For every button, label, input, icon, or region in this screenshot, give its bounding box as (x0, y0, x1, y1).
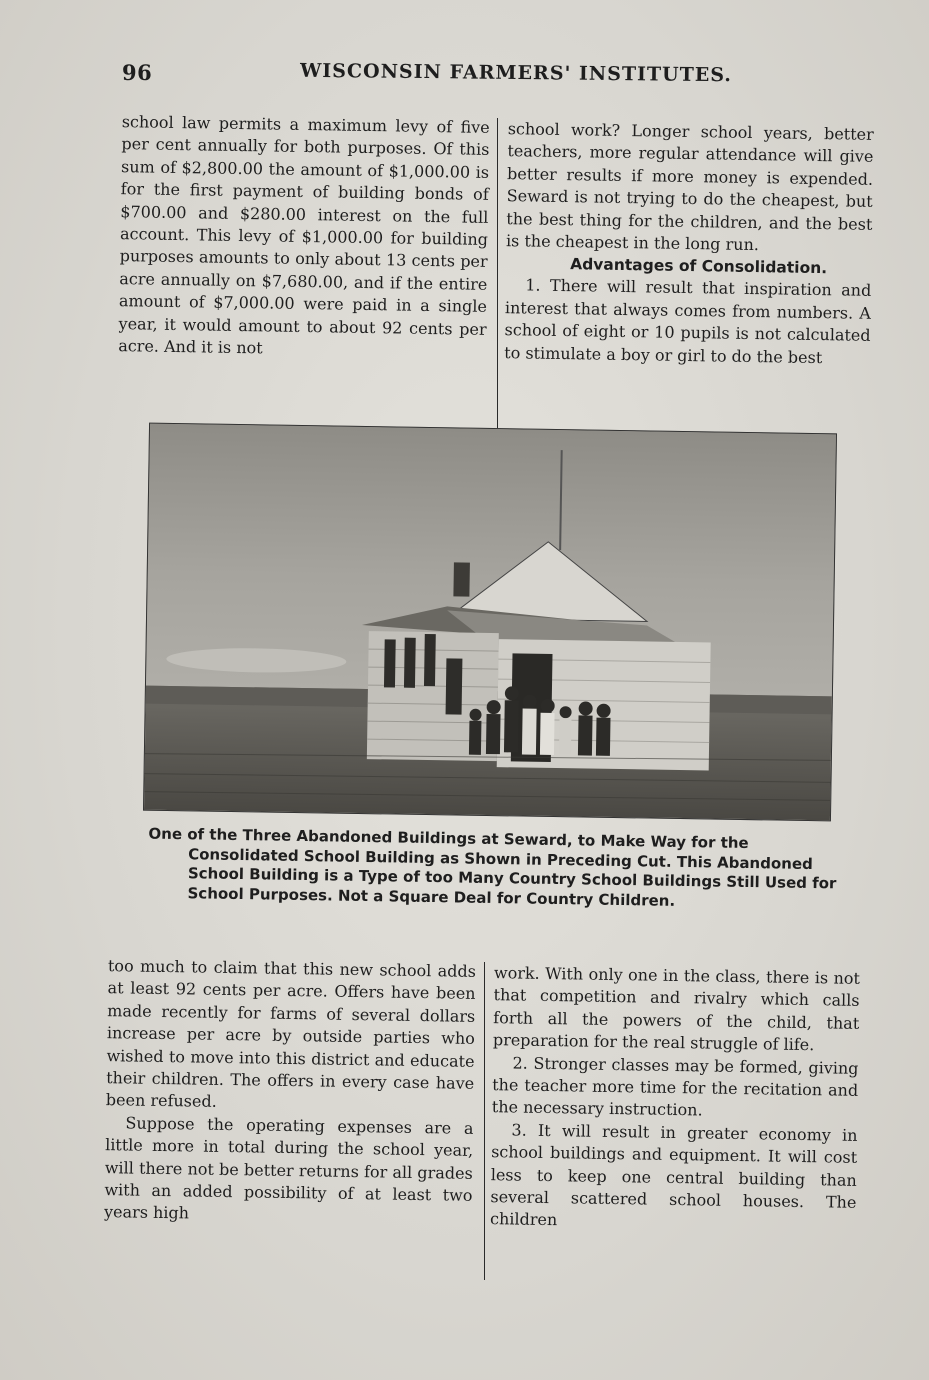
paragraph: Suppose the operating expenses are a little more in total during the school year, will there not be better returns for all grades with an added possibility of at least two years high (103, 1113, 474, 1223)
top-right-column (504, 118, 874, 370)
page-number: 96 (122, 60, 153, 85)
paragraph: school work? Longer school years, better teachers, more regular attendance will give better results if more money is expended. Seward is not trying to do the cheapest, but the best thing for the children, and the best is the cheapest in the long run. (505, 119, 874, 255)
schoolhouse-photo (143, 423, 837, 822)
chimney (453, 562, 470, 596)
section-heading: Advantages of Consolidation. (570, 255, 828, 278)
top-left-column (118, 111, 490, 363)
point-2: 2. Stronger classes may be formed, giving the teacher more time for the recitation and the necessary instruction. (491, 1053, 859, 1120)
caption-text: One of the Three Abandoned Buildings at Seward, to Make Way for the Consolidated School Building as Shown in Preceding Cut. This Abandoned School Building is a Type of too Many Country School Buildings Still Used for School Purposes. Not a Square Deal for Country Children. (148, 824, 837, 910)
point-3: 3. It will result in greater economy in school buildings and equipment. It will cost less to keep one central building than several scattered school houses. The children (489, 1120, 858, 1230)
column-rule-bottom (484, 962, 485, 1280)
bottom-right-column (490, 962, 860, 1237)
paragraph: too much to claim that this new school adds at least 92 cents per acre. Offers have been made recently for farms of several dollars increase per acre by outside parties who wished to move into this district and educate their children. The offers in every case have been refused. (105, 956, 477, 1112)
figure-caption (147, 825, 838, 914)
point-1: 1. There will result that inspiration and interest that always comes from numbers. A school of eight or 10 pupils is not calculated to stimulate a boy or girl to do the best (504, 275, 872, 367)
running-title: WISCONSIN FARMERS' INSTITUTES. (299, 59, 733, 87)
bottom-left-column (104, 955, 476, 1230)
column-rule-top (497, 118, 498, 434)
paragraph: school law permits a maximum levy of five per cent annually for both purposes. Of this sum of $2,800.00 the amount of $1,000.00 is for the first payment of building bonds of $700.00 and $280.00 interest on the full account. This levy of $1,000.00 for building purposes amounts to only about 13 cents per acre annually on $7,680.00, and if the entire amount of $7,000.00 were paid in a single year, it would amount to about 92 cents per acre. And it is not (118, 112, 490, 358)
paragraph: work. With only one in the class, there is not that competition and rivalry which calls forth all the powers of the child, that preparation for the real struggle of life. (492, 963, 861, 1055)
